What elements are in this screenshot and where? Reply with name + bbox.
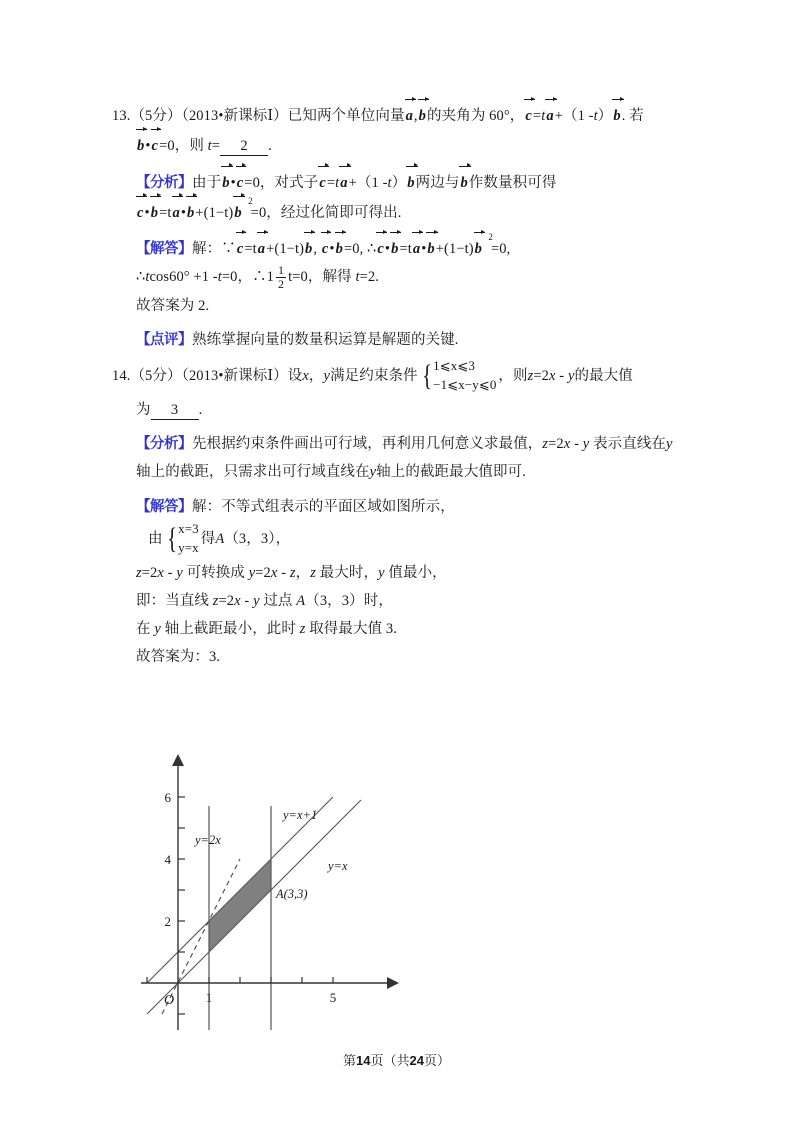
problem-13-solution-line-3: 故答案为 2.	[136, 297, 210, 314]
vector-c-2: c	[152, 130, 159, 160]
problem-13-stem-line-1	[112, 100, 692, 130]
x-tick-label-1: 1	[205, 990, 213, 1005]
p14-point-A: A	[215, 531, 225, 548]
problem-13-end-period: .	[268, 138, 272, 155]
p14-sol3-g: 最大时，	[315, 564, 379, 581]
footer-middle: 页（共	[370, 1053, 410, 1068]
vector-a: a	[406, 100, 413, 130]
problem-13-stem-text-3: . 若	[621, 108, 644, 124]
p14-sol3-h: 值最小，	[384, 564, 447, 581]
p14-sol4-d: 过点	[259, 592, 297, 609]
dot-symbol-3: •	[144, 204, 150, 221]
solution-text-a: 解：∵	[192, 241, 236, 258]
p14-sol4-z: z	[212, 592, 219, 609]
problem-13-score: （5分）	[130, 108, 182, 124]
solution2-text-e: =2.	[359, 269, 379, 286]
p14-analysis-z: z	[542, 436, 549, 453]
p14-stem-f: 的最大值	[574, 368, 633, 385]
p14-sol4-y: y	[253, 592, 260, 609]
brace-left-2: {	[166, 522, 177, 556]
stem-variable-t-2: t	[593, 108, 598, 124]
problem-13-stem-text-2: 的夹角为 60°	[427, 108, 510, 124]
solution2-text-b: cos60° +1 -	[149, 269, 218, 286]
vector-c-6: c	[237, 233, 244, 263]
stem-equals: =	[532, 108, 542, 124]
solution-text-d: ,	[313, 241, 318, 258]
solution-system	[165, 520, 199, 558]
dot-symbol-6: •	[384, 241, 391, 258]
problem-13-review-line	[112, 326, 692, 354]
figure-svg	[133, 748, 403, 1038]
p14-sol4-x: x	[234, 592, 241, 609]
problem-14-solution-system	[112, 521, 692, 559]
stem-comma-2: ，	[509, 108, 525, 124]
problem-14-answer-blank[interactable]: 3	[151, 403, 199, 420]
problem-14-source: （2013•新课标Ⅰ）	[181, 368, 288, 385]
y-tick-label-4: 4	[164, 852, 171, 867]
p14-variable-x-2: x	[549, 368, 556, 385]
p14-sol5-y: y	[154, 621, 161, 638]
solution-text-e: =0, ∴	[343, 241, 377, 258]
p14-analysis-b: =2	[548, 436, 564, 453]
vector-a-3: a	[340, 167, 347, 197]
label-y-equals-2x: y=2x	[195, 833, 221, 847]
stem-variable-t: t	[541, 108, 546, 124]
vector-b-10: b	[336, 233, 343, 263]
p14-analysis2-a: 轴上的截距，只需求出可行域直线在	[136, 464, 370, 481]
vector-b-4: b	[222, 167, 229, 197]
solution2-text-d: t=0，解得	[288, 269, 352, 286]
vector-b-2: b	[613, 100, 620, 130]
p14-sol3-y-3: y	[378, 564, 385, 581]
vector-a-6: a	[413, 233, 420, 263]
vector-b-squared-2: b 2	[475, 233, 482, 263]
p14-sol5-a: 在	[136, 621, 155, 638]
feasible-region-figure	[133, 748, 403, 1038]
analysis2-text-c: =0，经过化简即可得出.	[250, 204, 402, 221]
solution-text-h: =0,	[491, 241, 511, 258]
dot-symbol-2: •	[230, 174, 236, 191]
review-tag: 【点评】	[136, 331, 192, 348]
p14-sol3-d: =2	[255, 564, 271, 581]
vector-b-exponent-2: 2	[488, 232, 494, 243]
p14-answer-prefix: 为	[136, 401, 151, 418]
constraint-rows	[433, 357, 496, 395]
vector-b-7: b	[151, 197, 158, 227]
problem-14-solution-line-4	[112, 587, 692, 615]
solution-tag-2: 【解答】	[136, 498, 192, 515]
problem-13-variable-t: t	[207, 138, 212, 155]
solution-system-row-2: y=x	[178, 539, 199, 555]
vector-b-11: b	[391, 233, 398, 263]
p14-sol3-c: 可转换成	[182, 564, 249, 581]
problem-13-source: （2013•新课标Ⅰ）	[181, 108, 288, 124]
fraction-denominator: 2	[278, 276, 285, 291]
review-text: 熟练掌握向量的数量积运算是解题的关键.	[192, 331, 459, 348]
problem-13-equals: =	[211, 138, 221, 155]
stem-comma-1: ,	[413, 108, 418, 124]
p14-sol3-f: ，	[295, 564, 311, 581]
p14-answer-suffix: .	[198, 401, 203, 418]
p14-variable-x: x	[302, 368, 309, 385]
p14-analysis-x: x	[563, 436, 571, 453]
problem-14-stem-line-2	[112, 396, 692, 424]
constraint-row-2: −1⩽x−y⩽0	[433, 376, 497, 392]
p14-sol3-x-2: x	[270, 564, 278, 581]
vector-b-8: b	[187, 197, 194, 227]
problem-14-solution-line-5	[112, 615, 692, 643]
problem-13-stem-line-2	[112, 130, 692, 160]
dot-product-symbol: •	[145, 138, 151, 155]
p14-sys-suffix-a: 得	[200, 531, 216, 548]
origin-label: O	[163, 993, 175, 1008]
vector-a-5: a	[258, 233, 265, 263]
p14-sol3-z-3: z	[310, 564, 316, 581]
p14-variable-y: y	[323, 368, 331, 385]
vector-b: b	[419, 100, 426, 130]
vector-b-exponent: 2	[248, 195, 253, 206]
p14-stem-b: 满足约束条件	[330, 368, 418, 385]
p14-stem-e: -	[555, 368, 568, 385]
dot-symbol-4: •	[180, 204, 187, 221]
p14-sol3-x: x	[157, 564, 164, 581]
fraction-numerator: 1	[278, 262, 285, 277]
problem-14-analysis-line-1	[112, 430, 692, 458]
vector-c-5: c	[137, 197, 144, 227]
constraint-system	[420, 357, 497, 395]
p14-sol3-b: -	[163, 564, 177, 581]
vector-b-3: b	[137, 130, 144, 160]
vector-b-squared: b 2	[234, 197, 241, 227]
problem-14-solution-line-1	[112, 493, 692, 521]
analysis2-text-a: =t	[159, 204, 172, 221]
x-tick-label-5: 5	[329, 990, 337, 1005]
p14-sol3-z-2: z	[289, 564, 296, 581]
dot-symbol-7: •	[421, 241, 427, 258]
vector-a-2: a	[546, 100, 553, 130]
problem-14-score: （5分）	[130, 368, 182, 385]
solution2-variable-t: t	[145, 269, 150, 286]
analysis-variable-t-2: t	[387, 174, 392, 191]
problem-14-number: 14.	[112, 368, 131, 385]
footer-page-number: 14	[356, 1053, 371, 1068]
analysis-variable-t: t	[335, 174, 340, 191]
analysis2-text-b: +(1−t)	[195, 204, 234, 221]
p14-sol4-a: 即：当直线	[136, 592, 213, 609]
p14-sol3-y-2: y	[248, 564, 256, 581]
point-A-label: A(3,3)	[276, 887, 308, 901]
footer-total-pages: 24	[409, 1053, 424, 1068]
solution2-variable-t-2: t	[217, 269, 222, 286]
p14-sol3-e: -	[277, 564, 290, 581]
p14-analysis-y: y	[582, 436, 590, 453]
stem-plus-expr: +（1 -	[554, 108, 594, 124]
stem-rparen: ）	[597, 108, 613, 124]
p14-analysis-d: 表示直线在	[589, 436, 667, 453]
p14-sol4-c: -	[240, 592, 254, 609]
p14-sys-suffix-b: （3，3），	[224, 531, 291, 548]
analysis-tag-2: 【分析】	[136, 436, 192, 453]
solution-system-row-1: x=3	[178, 520, 199, 536]
problem-14-stem-line-1	[112, 358, 692, 396]
line-y-equals-x	[147, 800, 361, 1014]
p14-variable-z: z	[527, 368, 534, 385]
vector-b-12: b	[427, 233, 434, 263]
analysis-text-g: 作数量积可得	[468, 174, 557, 191]
problem-13-stem-text-1: 已知两个单位向量	[287, 108, 405, 124]
solution-text-g: +(1−t)	[435, 241, 474, 258]
p14-sol5-b: 轴上截距最小，此时	[160, 621, 300, 638]
solution-tag: 【解答】	[136, 241, 192, 258]
analysis-tag: 【分析】	[136, 174, 192, 191]
label-y-equals-x: y=x	[328, 859, 348, 873]
vector-c-8: c	[377, 233, 384, 263]
p14-stem-a: 设	[287, 368, 303, 385]
constraint-row-1: 1⩽x⩽3	[433, 358, 475, 374]
p14-sol3-a: =2	[141, 564, 158, 581]
problem-14-solution-line-6: 故答案为：3.	[136, 649, 221, 666]
page-content	[112, 100, 692, 672]
p14-analysis-a: 先根据约束条件画出可行域，再利用几何意义求最值，	[192, 436, 543, 453]
footer-prefix: 第	[343, 1053, 357, 1068]
p14-sol3-y: y	[176, 564, 183, 581]
vector-a-4: a	[173, 197, 180, 227]
p14-analysis2-y: y	[369, 464, 377, 481]
solution-text-f: =t	[399, 241, 412, 258]
vector-c: c	[525, 100, 532, 130]
footer-suffix: 页）	[423, 1053, 450, 1068]
solution2-variable-t-3: t	[355, 269, 360, 286]
analysis-text-c: =	[326, 174, 336, 191]
solution-text-b: =t	[244, 241, 257, 258]
analysis-text-d: +（1 -	[348, 174, 388, 191]
fraction-one-half	[276, 264, 286, 290]
p14-sol5-c: 取得最大值 3.	[305, 621, 398, 638]
solution-system-rows	[178, 520, 199, 558]
p14-sol4-e: （3，3）时，	[305, 592, 393, 609]
problem-13-analysis-line-2	[112, 197, 692, 227]
p14-sol5-z: z	[299, 621, 306, 638]
solution-text-c: +(1−t)	[266, 241, 305, 258]
brace-left: {	[421, 359, 432, 393]
problem-13-number: 13.	[112, 108, 131, 124]
p14-analysis-c: -	[570, 436, 583, 453]
dot-symbol-5: •	[329, 241, 335, 258]
vector-c-7: c	[322, 233, 329, 263]
analysis-text-e: ）	[391, 174, 407, 191]
vector-b-5: b	[407, 167, 414, 197]
analysis-text-b: =0，对式子	[244, 174, 319, 191]
problem-13-solution-line-2	[112, 263, 692, 291]
x-axis-arrow	[387, 977, 399, 989]
p14-sys-prefix: 由	[148, 531, 163, 548]
y-tick-label-2: 2	[164, 914, 171, 929]
solution2-text-a: ∴	[136, 269, 146, 286]
p14-variable-y-2: y	[567, 368, 575, 385]
problem-13-solution-line-1	[112, 233, 692, 263]
problem-14-analysis-line-2	[112, 458, 692, 486]
p14-comma: ，	[308, 368, 324, 385]
p14-sol4-A: A	[296, 592, 306, 609]
page-footer	[0, 1050, 793, 1069]
p14-stem-d: =2	[533, 368, 550, 385]
problem-13-answer-blank[interactable]: 2	[220, 139, 268, 156]
shaded-feasible-region	[209, 859, 271, 952]
p14-sol3-z: z	[136, 564, 142, 581]
y-axis-arrow	[172, 754, 184, 766]
p14-solution-1: 解：不等式组表示的平面区域如图所示，	[192, 498, 455, 515]
vector-b-6: b	[460, 167, 467, 197]
problem-13-eq-zero: =0，则	[159, 138, 204, 155]
label-y-equals-x-plus-1: y=x+1	[283, 808, 318, 822]
p14-sol4-b: =2	[218, 592, 235, 609]
analysis-text-f: 两边与	[415, 174, 460, 191]
p14-analysis-y-2: y	[666, 436, 673, 453]
solution2-text-c: =0，∴1	[221, 269, 275, 286]
vector-b-9: b	[305, 233, 312, 263]
analysis-text-a: 由于	[192, 174, 222, 191]
line-y-equals-2x	[162, 859, 240, 1014]
y-tick-label-6: 6	[164, 790, 171, 805]
p14-stem-c: ，则	[498, 368, 528, 385]
vector-c-4: c	[319, 167, 326, 197]
problem-13-analysis-line-1	[112, 167, 692, 197]
problem-14-solution-line-3	[112, 559, 692, 587]
vector-c-3: c	[237, 167, 244, 197]
p14-analysis2-b: 轴上的截距最大值即可.	[376, 464, 526, 481]
